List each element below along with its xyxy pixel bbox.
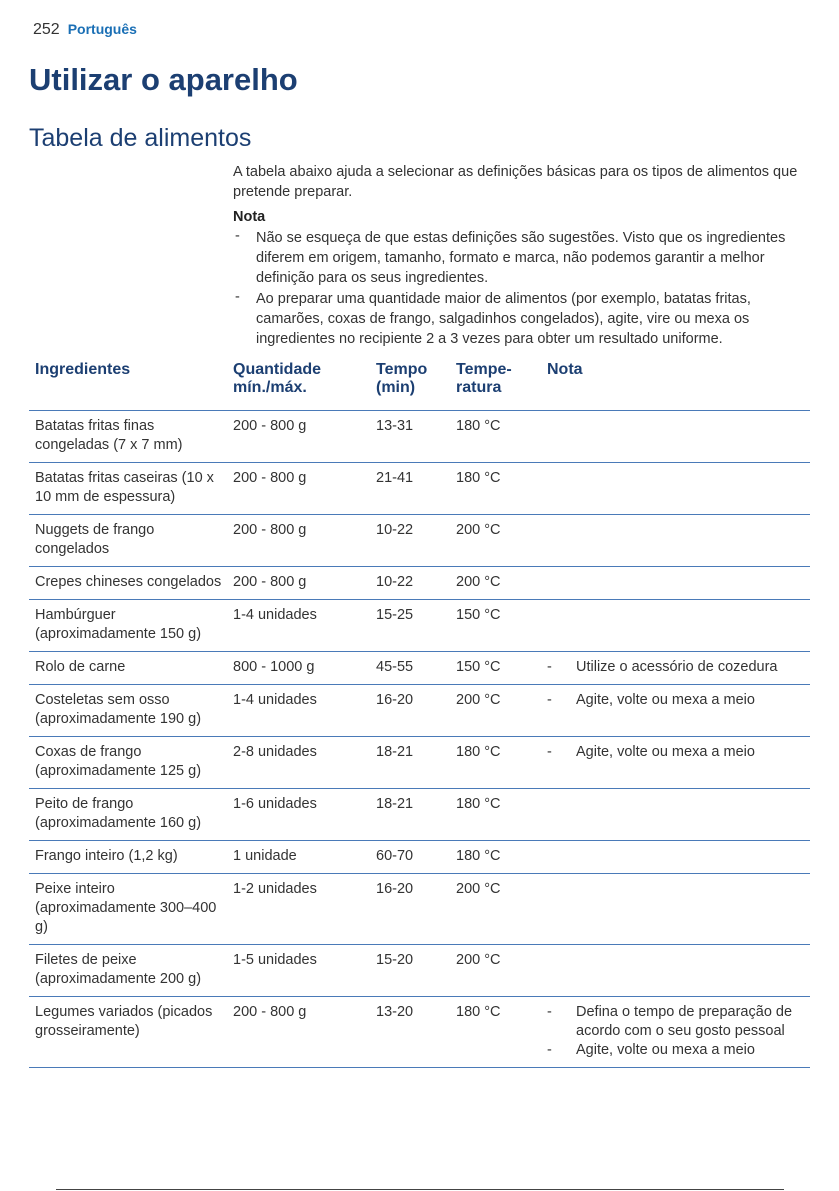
page-number: 252 — [33, 21, 60, 38]
cell-quantity: 1-2 unidades — [227, 874, 370, 945]
cell-temperature: 200 °C — [450, 685, 541, 737]
cell-temperature: 180 °C — [450, 789, 541, 841]
table-row — [29, 652, 810, 685]
cell-time: 10-22 — [370, 515, 450, 567]
cell-ingredient: Peito de frango (aproximadamente 160 g) — [29, 789, 227, 841]
header-ingredients: Ingredientes — [29, 356, 227, 411]
cell-quantity: 200 - 800 g — [227, 411, 370, 463]
language-label: Português — [67, 21, 137, 37]
cell-quantity: 200 - 800 g — [227, 997, 370, 1068]
cell-ingredient: Crepes chineses congelados — [29, 567, 227, 600]
cell-quantity: 200 - 800 g — [227, 463, 370, 515]
cell-ingredient: Frango inteiro (1,2 kg) — [29, 841, 227, 874]
header-temperature: Tempe-ratura — [450, 356, 541, 411]
cell-quantity: 800 - 1000 g — [227, 652, 370, 685]
cell-time: 13-20 — [370, 997, 450, 1068]
cell-quantity: 200 - 800 g — [227, 567, 370, 600]
note-item: - Agite, volte ou mexa a meio — [547, 691, 810, 710]
cell-ingredient: Batatas fritas caseiras (10 x 10 mm de espessura) — [29, 463, 227, 515]
note-label: Nota — [233, 209, 266, 225]
cell-time: 18-21 — [370, 789, 450, 841]
table-row — [29, 515, 810, 567]
cell-temperature: 180 °C — [450, 737, 541, 789]
cell-ingredient: Coxas de frango (aproximadamente 125 g) — [29, 737, 227, 789]
cell-ingredient: Nuggets de frango congelados — [29, 515, 227, 567]
cell-ingredient: Batatas fritas finas congeladas (7 x 7 mm) — [29, 411, 227, 463]
table-row — [29, 463, 810, 515]
cell-temperature: 200 °C — [450, 515, 541, 567]
cell-note — [541, 945, 810, 997]
header-note: Nota — [541, 356, 810, 411]
note-item: - Utilize o acessório de cozedura — [547, 658, 810, 677]
cell-note — [541, 411, 810, 463]
table-row — [29, 997, 810, 1068]
cell-temperature: 200 °C — [450, 945, 541, 997]
cell-temperature: 180 °C — [450, 411, 541, 463]
cell-temperature: 180 °C — [450, 997, 541, 1068]
cell-time: 60-70 — [370, 841, 450, 874]
note-item: - Agite, volte ou mexa a meio — [547, 1041, 810, 1060]
cell-note — [541, 997, 810, 1068]
table-header-row — [29, 356, 810, 411]
intro-block — [233, 162, 813, 349]
cell-temperature: 150 °C — [450, 600, 541, 652]
cell-note — [541, 652, 810, 685]
page-header — [33, 21, 137, 39]
cell-ingredient: Filetes de peixe (aproximadamente 200 g) — [29, 945, 227, 997]
cell-time: 21-41 — [370, 463, 450, 515]
footer-rule — [56, 1189, 784, 1190]
table-row — [29, 600, 810, 652]
cell-temperature: 200 °C — [450, 874, 541, 945]
intro-text: A tabela abaixo ajuda a selecionar as definições básicas para os tipos de alimentos que pretende preparar. — [233, 164, 798, 200]
cell-quantity: 1-4 unidades — [227, 600, 370, 652]
cell-quantity: 1-4 unidades — [227, 685, 370, 737]
note-items — [547, 743, 810, 762]
section-title: Tabela de alimentos — [29, 124, 252, 152]
cell-note — [541, 789, 810, 841]
cell-time: 16-20 — [370, 874, 450, 945]
cell-ingredient: Costeletas sem osso (aproximadamente 190 g) — [29, 685, 227, 737]
cell-note — [541, 515, 810, 567]
note-list — [233, 228, 813, 349]
cell-time: 13-31 — [370, 411, 450, 463]
note-item: - Ao preparar uma quantidade maior de alimentos (por exemplo, batatas fritas, camarões, coxas de frango, salgadinhos congelados), agite, vire ou mexa os ingredientes no recipiente 2 a 3 vezes para obter um resultado uniforme. — [233, 289, 813, 349]
table-row — [29, 789, 810, 841]
header-time: Tempo (min) — [370, 356, 450, 411]
table-row — [29, 737, 810, 789]
table-row — [29, 411, 810, 463]
cell-quantity: 2-8 unidades — [227, 737, 370, 789]
cell-temperature: 150 °C — [450, 652, 541, 685]
cell-temperature: 180 °C — [450, 463, 541, 515]
cell-time: 16-20 — [370, 685, 450, 737]
cell-temperature: 200 °C — [450, 567, 541, 600]
note-items — [547, 691, 810, 710]
cell-temperature: 180 °C — [450, 841, 541, 874]
header-quantity: Quantidade mín./máx. — [227, 356, 370, 411]
cell-ingredient: Peixe inteiro (aproximadamente 300–400 g) — [29, 874, 227, 945]
cell-note — [541, 874, 810, 945]
cell-ingredient: Legumes variados (picados grosseiramente) — [29, 997, 227, 1068]
cell-time: 15-20 — [370, 945, 450, 997]
page-title: Utilizar o aparelho — [29, 62, 298, 97]
cell-quantity: 1-6 unidades — [227, 789, 370, 841]
cell-time: 10-22 — [370, 567, 450, 600]
cell-time: 45-55 — [370, 652, 450, 685]
table-row — [29, 841, 810, 874]
note-items — [547, 1003, 810, 1060]
cell-note — [541, 841, 810, 874]
cell-note — [541, 600, 810, 652]
cell-note — [541, 463, 810, 515]
cell-ingredient: Rolo de carne — [29, 652, 227, 685]
cell-quantity: 1 unidade — [227, 841, 370, 874]
cell-quantity: 1-5 unidades — [227, 945, 370, 997]
table-row — [29, 874, 810, 945]
table-body — [29, 411, 810, 1068]
cell-time: 18-21 — [370, 737, 450, 789]
cell-note — [541, 567, 810, 600]
food-table — [29, 356, 810, 1068]
table-row — [29, 945, 810, 997]
cell-time: 15-25 — [370, 600, 450, 652]
note-item: - Defina o tempo de preparação de acordo com o seu gosto pessoal — [547, 1003, 810, 1041]
note-items — [547, 658, 810, 677]
cell-quantity: 200 - 800 g — [227, 515, 370, 567]
cell-note — [541, 737, 810, 789]
table-row — [29, 685, 810, 737]
cell-note — [541, 685, 810, 737]
cell-ingredient: Hambúrguer (aproximadamente 150 g) — [29, 600, 227, 652]
note-item: - Agite, volte ou mexa a meio — [547, 743, 810, 762]
note-item: - Não se esqueça de que estas definições são sugestões. Visto que os ingredientes diferem em origem, tamanho, formato e marca, não podemos garantir a melhor definição para os seus ingredientes. — [233, 228, 813, 288]
table-row — [29, 567, 810, 600]
